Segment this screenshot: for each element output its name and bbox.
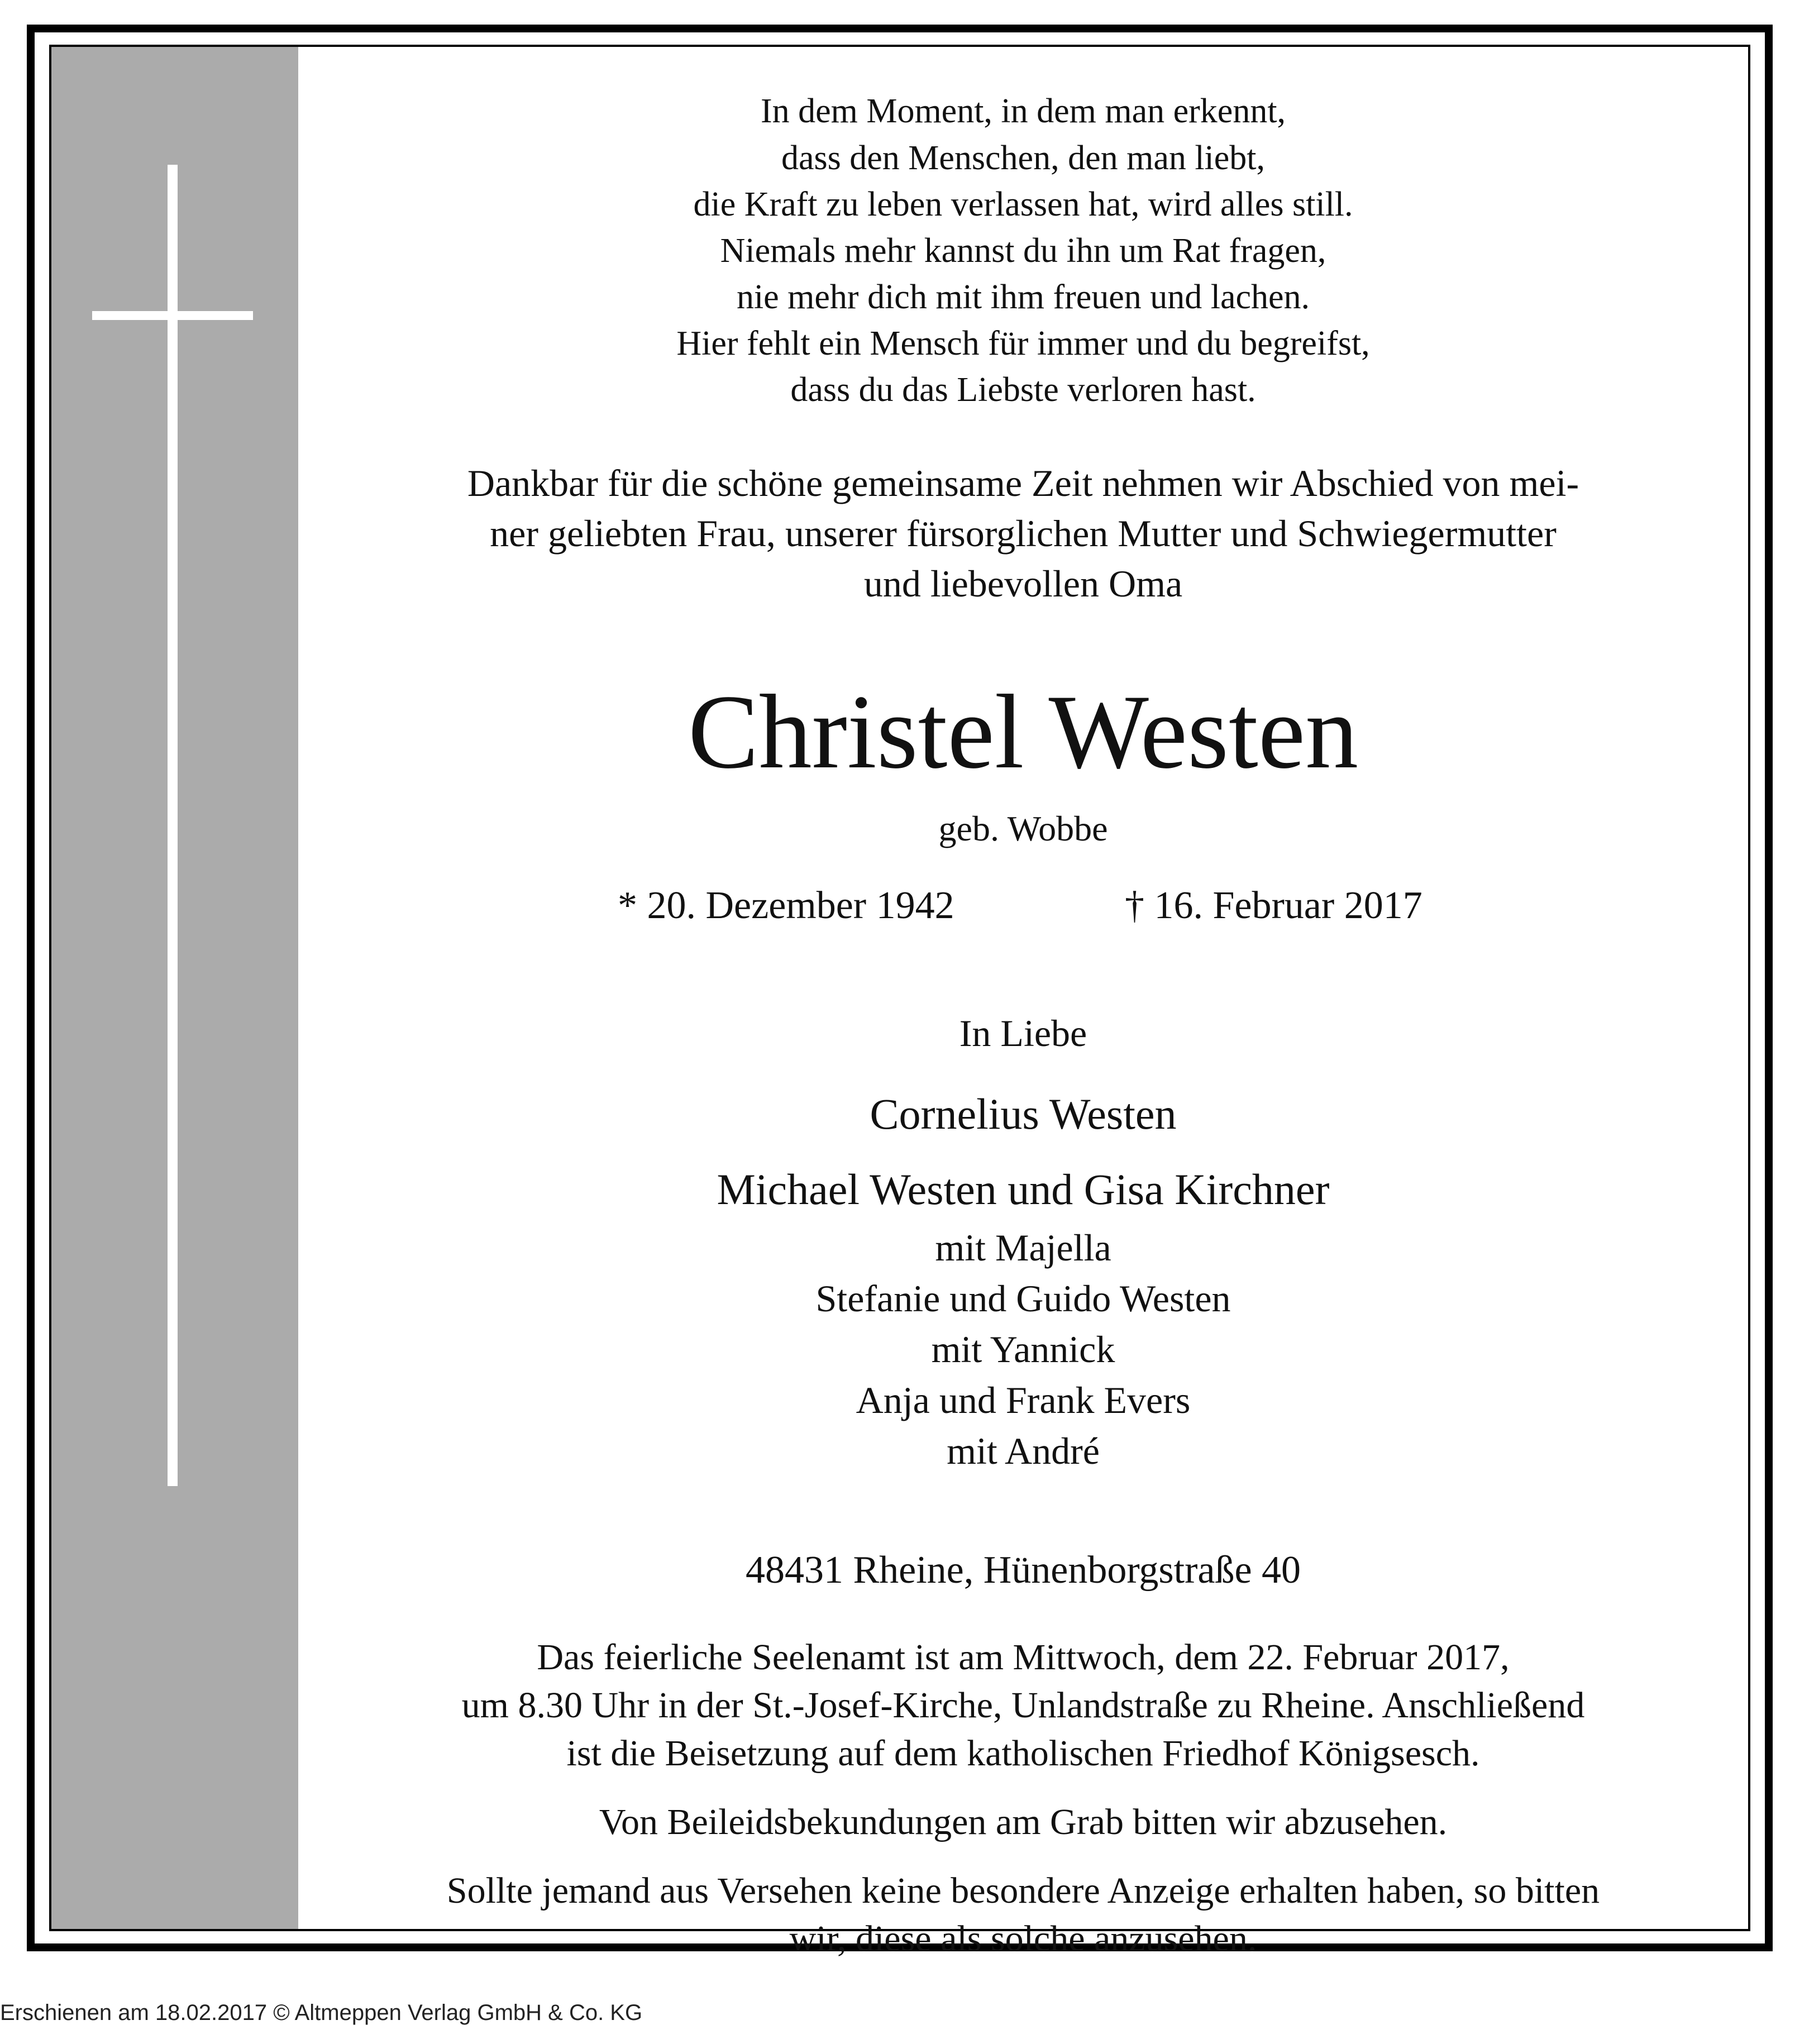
- poem-line: dass du das Liebste verloren hast.: [790, 371, 1256, 409]
- mourner-line: mit André: [947, 1430, 1100, 1472]
- notice-line: Sollte jemand aus Versehen keine besondere Anzeige erhalten haben, so bitten: [446, 1870, 1600, 1911]
- poem-line: Hier fehlt ein Mensch für immer und du begreifst,: [676, 324, 1370, 362]
- mourners-heading: In Liebe: [959, 1012, 1087, 1054]
- mourner-line: Stefanie und Guido Westen: [815, 1277, 1231, 1320]
- service-line: Das feierliche Seelenamt ist am Mittwoch, dem 22. Februar 2017,: [537, 1637, 1510, 1678]
- birth-date: * 20. Dezember 1942: [618, 884, 954, 927]
- poem-line: nie mehr dich mit ihm freuen und lachen.: [736, 278, 1310, 316]
- mourner-line: mit Yannick: [931, 1328, 1115, 1370]
- death-date: † 16. Februar 2017: [1125, 884, 1422, 927]
- poem-line: dass den Menschen, den man liebt,: [781, 139, 1266, 177]
- publication-credit: Erschienen am 18.02.2017 © Altmeppen Verlag GmbH & Co. KG: [0, 2000, 643, 2025]
- obituary-content: [298, 47, 1748, 1959]
- intro-line: und liebevollen Oma: [863, 562, 1183, 605]
- mourner-line: Anja und Frank Evers: [856, 1379, 1191, 1421]
- gray-side-band: [51, 47, 298, 1929]
- address: 48431 Rheine, Hünenborgstraße 40: [745, 1549, 1301, 1592]
- poem-line: Niemals mehr kannst du ihn um Rat fragen,: [720, 232, 1326, 270]
- service-line: ist die Beisetzung auf dem katholischen Friedhof Königsesch.: [566, 1733, 1480, 1774]
- mourner-line: Michael Westen und Gisa Kirchner: [717, 1165, 1330, 1214]
- notice-line: Von Beileidsbekundungen am Grab bitten wir abzusehen.: [599, 1802, 1448, 1842]
- notice-line: wir, diese als solche anzusehen.: [789, 1918, 1257, 1959]
- obituary-inner-border: [49, 45, 1750, 1959]
- mourner-line: mit Majella: [935, 1226, 1111, 1269]
- deceased-name: Christel Westen: [688, 674, 1359, 791]
- poem-line: In dem Moment, in dem man erkennt,: [760, 92, 1286, 130]
- cross-icon-horizontal-bar: [92, 311, 253, 320]
- intro-line: Dankbar für die schöne gemeinsame Zeit nehmen wir Abschied von mei-: [467, 462, 1579, 504]
- intro-line: ner geliebten Frau, unserer fürsorglichen Mutter und Schwiegermutter: [490, 512, 1557, 555]
- mourner-line: Cornelius Westen: [870, 1090, 1177, 1138]
- service-line: um 8.30 Uhr in der St.-Josef-Kirche, Unlandstraße zu Rheine. Anschließend: [461, 1685, 1585, 1726]
- birth-name: geb. Wobbe: [938, 809, 1108, 848]
- poem-line: die Kraft zu leben verlassen hat, wird alles still.: [693, 185, 1353, 223]
- cross-icon-vertical-bar: [168, 165, 178, 1486]
- obituary-outer-border: [27, 25, 1773, 1959]
